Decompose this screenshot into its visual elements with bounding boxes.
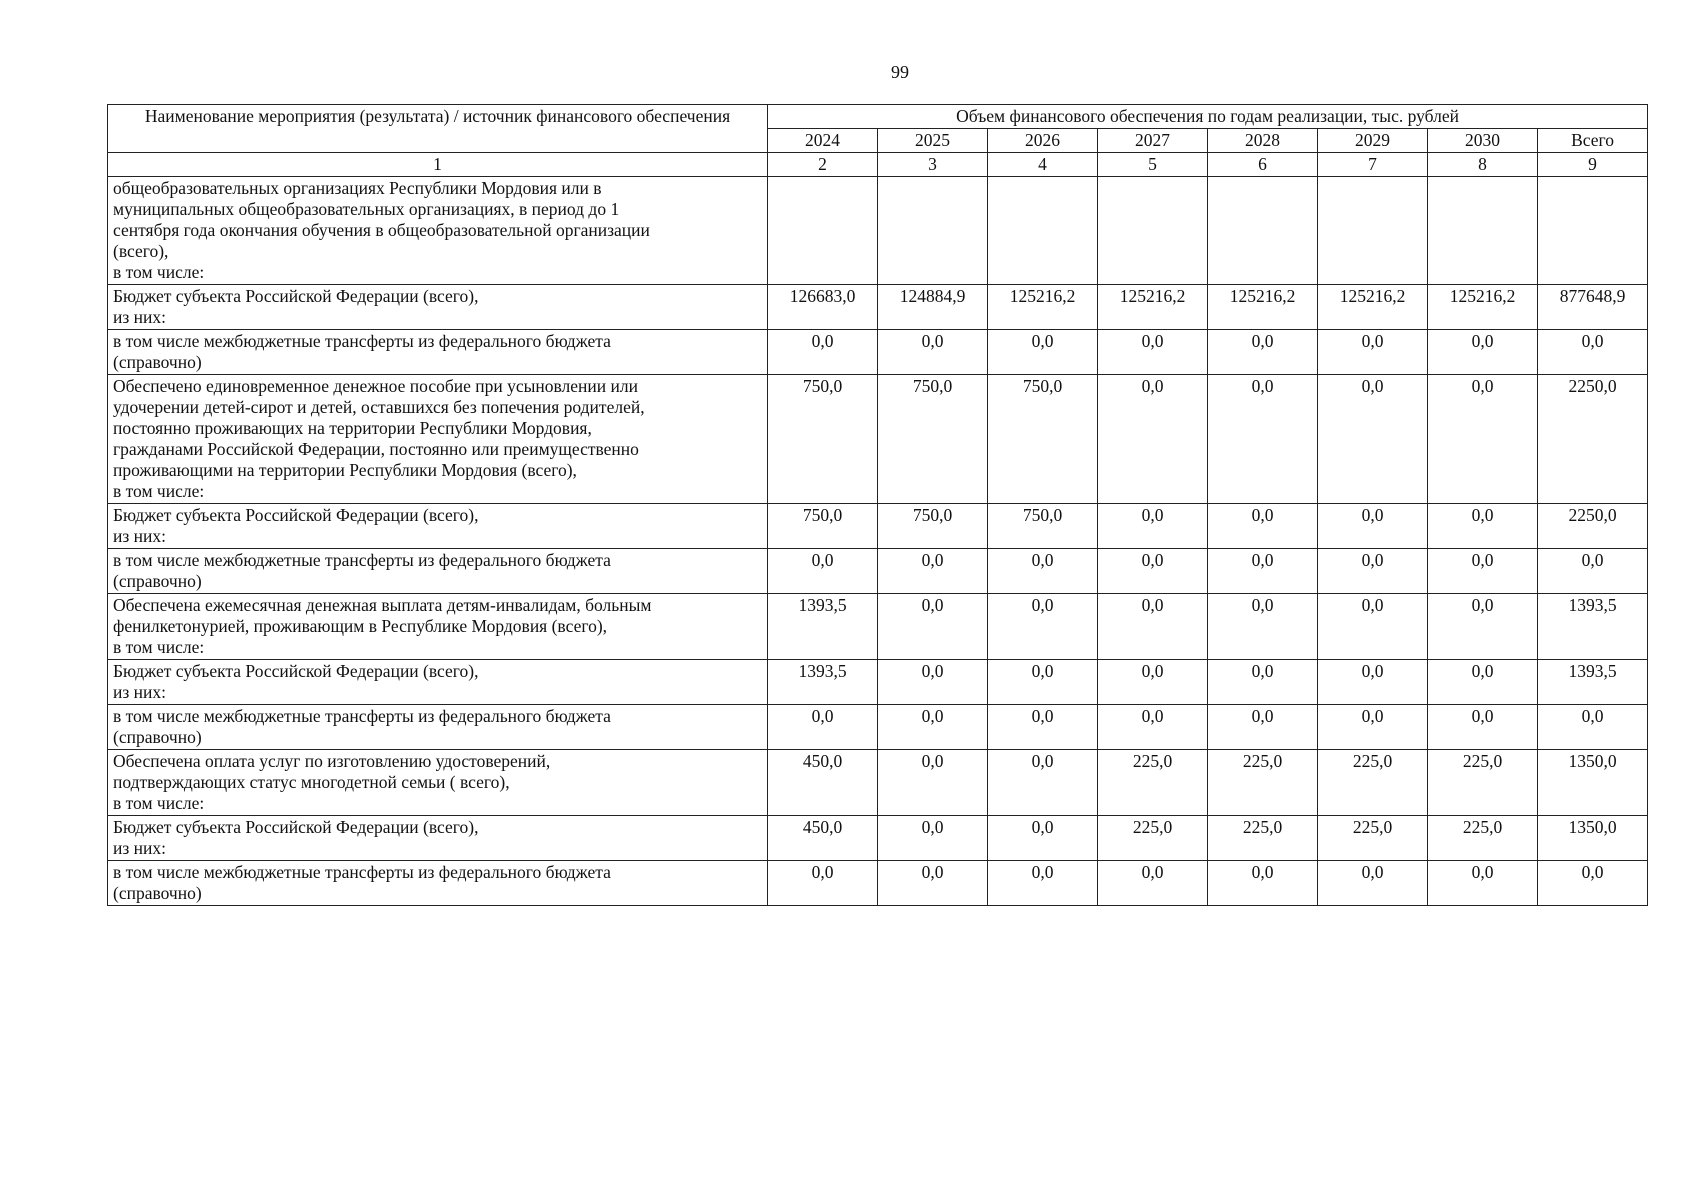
row-name-line: Бюджет субъекта Российской Федерации (всего), [113, 817, 479, 837]
value-cell: 1350,0 [1538, 750, 1648, 816]
value-cell: 2250,0 [1538, 504, 1648, 549]
row-name-cell [108, 504, 768, 549]
value-cell: 0,0 [878, 705, 988, 750]
value-cell: 0,0 [1428, 330, 1538, 375]
value-cell: 750,0 [768, 375, 878, 504]
value-cell: 750,0 [988, 504, 1098, 549]
value-cell: 0,0 [1318, 705, 1428, 750]
value-cell: 225,0 [1318, 750, 1428, 816]
table-body [108, 177, 1648, 906]
value-cell: 0,0 [1538, 705, 1648, 750]
header-year: 2024 [768, 129, 878, 153]
value-cell: 0,0 [1208, 660, 1318, 705]
value-cell: 750,0 [878, 504, 988, 549]
row-name-line: подтверждающих статус многодетной семьи ( всего), [113, 772, 510, 792]
value-cell: 1393,5 [768, 660, 878, 705]
value-cell: 450,0 [768, 816, 878, 861]
value-cell: 877648,9 [1538, 285, 1648, 330]
value-cell: 0,0 [988, 750, 1098, 816]
value-cell: 0,0 [1318, 375, 1428, 504]
value-cell: 0,0 [1428, 660, 1538, 705]
row-name-line: в том числе: [113, 637, 205, 657]
row-name-cell [108, 330, 768, 375]
value-cell: 0,0 [1208, 330, 1318, 375]
value-cell: 0,0 [878, 750, 988, 816]
header-year: 2025 [878, 129, 988, 153]
value-cell: 0,0 [1208, 861, 1318, 906]
header-year: 2026 [988, 129, 1098, 153]
value-cell: 0,0 [1208, 594, 1318, 660]
value-cell [988, 177, 1098, 285]
value-cell: 225,0 [1098, 816, 1208, 861]
value-cell: 0,0 [1318, 549, 1428, 594]
value-cell [1538, 177, 1648, 285]
value-cell: 0,0 [988, 660, 1098, 705]
value-cell: 0,0 [988, 816, 1098, 861]
value-cell: 0,0 [878, 861, 988, 906]
value-cell: 0,0 [1538, 549, 1648, 594]
table-row [108, 285, 1648, 330]
value-cell: 0,0 [1208, 504, 1318, 549]
value-cell: 126683,0 [768, 285, 878, 330]
value-cell: 0,0 [1428, 861, 1538, 906]
value-cell: 0,0 [1098, 594, 1208, 660]
value-cell: 0,0 [988, 594, 1098, 660]
table-row [108, 504, 1648, 549]
row-name-line: (справочно) [113, 727, 202, 747]
row-name-line: в том числе межбюджетные трансферты из федерального бюджета [113, 331, 611, 351]
table-row [108, 750, 1648, 816]
financing-table [107, 104, 1648, 906]
row-name-line: в том числе: [113, 793, 205, 813]
table-row [108, 660, 1648, 705]
value-cell: 0,0 [878, 594, 988, 660]
value-cell: 225,0 [1318, 816, 1428, 861]
row-name-cell [108, 375, 768, 504]
value-cell: 125216,2 [1208, 285, 1318, 330]
value-cell: 0,0 [1098, 330, 1208, 375]
value-cell: 450,0 [768, 750, 878, 816]
value-cell: 225,0 [1428, 816, 1538, 861]
value-cell: 0,0 [1428, 549, 1538, 594]
row-name-line: Бюджет субъекта Российской Федерации (всего), [113, 286, 479, 306]
table-row [108, 705, 1648, 750]
table-row [108, 177, 1648, 285]
header-year: 2030 [1428, 129, 1538, 153]
value-cell: 0,0 [768, 861, 878, 906]
row-name-line: из них: [113, 307, 166, 327]
value-cell [878, 177, 988, 285]
row-name-cell [108, 861, 768, 906]
header-year: Всего [1538, 129, 1648, 153]
value-cell: 0,0 [1098, 861, 1208, 906]
value-cell: 0,0 [1318, 861, 1428, 906]
column-number: 2 [768, 153, 878, 177]
value-cell: 0,0 [1428, 705, 1538, 750]
table-row [108, 816, 1648, 861]
row-name-line: Бюджет субъекта Российской Федерации (всего), [113, 505, 479, 525]
value-cell: 1393,5 [1538, 594, 1648, 660]
column-number: 3 [878, 153, 988, 177]
value-cell: 1393,5 [768, 594, 878, 660]
value-cell: 0,0 [1098, 375, 1208, 504]
value-cell: 2250,0 [1538, 375, 1648, 504]
value-cell: 225,0 [1208, 750, 1318, 816]
row-name-line: удочерении детей-сирот и детей, оставшихся без попечения родителей, [113, 397, 645, 417]
value-cell: 0,0 [1318, 594, 1428, 660]
value-cell: 225,0 [1208, 816, 1318, 861]
page-number: 99 [891, 62, 909, 82]
value-cell: 225,0 [1428, 750, 1538, 816]
value-cell: 750,0 [878, 375, 988, 504]
row-name-line: (справочно) [113, 352, 202, 372]
value-cell: 0,0 [1098, 549, 1208, 594]
row-name-line: сентября года окончания обучения в общеобразовательной организации [113, 220, 650, 240]
value-cell: 0,0 [878, 660, 988, 705]
value-cell: 0,0 [988, 330, 1098, 375]
row-name-cell [108, 594, 768, 660]
value-cell [1208, 177, 1318, 285]
value-cell: 0,0 [1098, 504, 1208, 549]
value-cell: 124884,9 [878, 285, 988, 330]
row-name-line: (справочно) [113, 571, 202, 591]
table-row [108, 375, 1648, 504]
row-name-line: из них: [113, 526, 166, 546]
value-cell: 0,0 [1098, 660, 1208, 705]
row-name-line: из них: [113, 838, 166, 858]
value-cell: 750,0 [988, 375, 1098, 504]
row-name-cell [108, 705, 768, 750]
value-cell: 125216,2 [1318, 285, 1428, 330]
value-cell: 0,0 [1428, 504, 1538, 549]
row-name-line: гражданами Российской Федерации, постоянно или преимущественно [113, 439, 639, 459]
row-name-line: в том числе: [113, 262, 205, 282]
value-cell: 0,0 [1098, 705, 1208, 750]
table-row [108, 861, 1648, 906]
value-cell: 0,0 [1318, 660, 1428, 705]
row-name-line: Обеспечена оплата услуг по изготовлению удостоверений, [113, 751, 551, 771]
value-cell: 125216,2 [1098, 285, 1208, 330]
column-number: 9 [1538, 153, 1648, 177]
row-name-line: в том числе: [113, 481, 205, 501]
value-cell: 750,0 [768, 504, 878, 549]
row-name-cell [108, 285, 768, 330]
value-cell: 1350,0 [1538, 816, 1648, 861]
row-name-cell [108, 177, 768, 285]
row-name-cell [108, 816, 768, 861]
table-header [108, 105, 1648, 177]
column-number: 8 [1428, 153, 1538, 177]
value-cell: 0,0 [988, 861, 1098, 906]
value-cell [1428, 177, 1538, 285]
value-cell: 0,0 [1538, 330, 1648, 375]
row-name-line: (справочно) [113, 883, 202, 903]
value-cell: 0,0 [1318, 504, 1428, 549]
value-cell [1318, 177, 1428, 285]
row-name-line: Бюджет субъекта Российской Федерации (всего), [113, 661, 479, 681]
value-cell: 0,0 [1208, 705, 1318, 750]
table-row [108, 330, 1648, 375]
value-cell: 125216,2 [988, 285, 1098, 330]
row-name-line: проживающими на территории Республики Мордовия (всего), [113, 460, 577, 480]
row-name-cell [108, 549, 768, 594]
value-cell: 125216,2 [1428, 285, 1538, 330]
value-cell: 0,0 [988, 549, 1098, 594]
value-cell: 0,0 [768, 705, 878, 750]
row-name-line: в том числе межбюджетные трансферты из федерального бюджета [113, 862, 611, 882]
value-cell: 1393,5 [1538, 660, 1648, 705]
column-number: 1 [108, 153, 768, 177]
header-year: 2029 [1318, 129, 1428, 153]
row-name-line: общеобразовательных организациях Республики Мордовия или в [113, 178, 602, 198]
row-name-line: в том числе межбюджетные трансферты из федерального бюджета [113, 550, 611, 570]
table-row [108, 549, 1648, 594]
row-name-line: постоянно проживающих на территории Республики Мордовия, [113, 418, 592, 438]
value-cell: 0,0 [988, 705, 1098, 750]
column-numbers-row [108, 153, 1648, 177]
column-number: 6 [1208, 153, 1318, 177]
row-name-cell [108, 660, 768, 705]
row-name-line: в том числе межбюджетные трансферты из федерального бюджета [113, 706, 611, 726]
row-name-line: фенилкетонурией, проживающим в Республике Мордовия (всего), [113, 616, 608, 636]
column-number: 4 [988, 153, 1098, 177]
row-name-line: из них: [113, 682, 166, 702]
value-cell: 0,0 [1428, 594, 1538, 660]
column-number: 7 [1318, 153, 1428, 177]
table-row [108, 594, 1648, 660]
value-cell: 0,0 [768, 549, 878, 594]
column-number: 5 [1098, 153, 1208, 177]
value-cell: 225,0 [1098, 750, 1208, 816]
row-name-line: муниципальных общеобразовательных организациях, в период до 1 [113, 199, 620, 219]
row-name-cell [108, 750, 768, 816]
value-cell: 0,0 [1428, 375, 1538, 504]
header-volume-group: Объем финансового обеспечения по годам реализации, тыс. рублей [768, 105, 1648, 129]
value-cell: 0,0 [1538, 861, 1648, 906]
value-cell: 0,0 [1318, 330, 1428, 375]
value-cell: 0,0 [878, 816, 988, 861]
row-name-line: (всего), [113, 241, 169, 261]
value-cell: 0,0 [768, 330, 878, 375]
value-cell: 0,0 [1208, 375, 1318, 504]
header-year: 2028 [1208, 129, 1318, 153]
value-cell [768, 177, 878, 285]
value-cell: 0,0 [878, 330, 988, 375]
header-year: 2027 [1098, 129, 1208, 153]
row-name-line: Обеспечена ежемесячная денежная выплата детям-инвалидам, больным [113, 595, 652, 615]
value-cell: 0,0 [878, 549, 988, 594]
value-cell: 0,0 [1208, 549, 1318, 594]
header-name-column: Наименование мероприятия (результата) / источник финансового обеспечения [108, 105, 768, 153]
row-name-line: Обеспечено единовременное денежное пособие при усыновлении или [113, 376, 638, 396]
value-cell [1098, 177, 1208, 285]
